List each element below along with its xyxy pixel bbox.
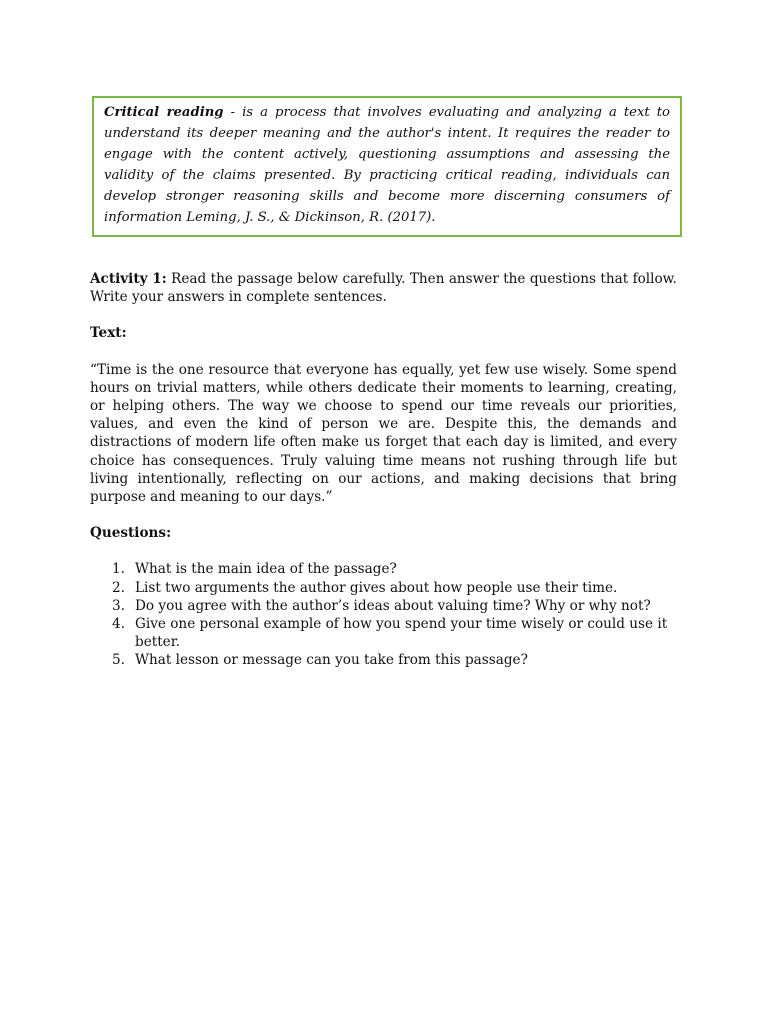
question-item bbox=[90, 597, 677, 615]
question-text: Do you agree with the author’s ideas about valuing time? Why or why not? bbox=[135, 597, 651, 614]
question-number: 3. bbox=[112, 597, 125, 614]
question-text: What lesson or message can you take from this passage? bbox=[135, 652, 528, 669]
question-number: 5. bbox=[112, 652, 125, 669]
definition-term: Critical reading bbox=[104, 105, 224, 120]
text-heading: Text: bbox=[90, 325, 127, 342]
question-number: 1. bbox=[112, 561, 125, 578]
question-list bbox=[90, 560, 677, 669]
spacer bbox=[90, 506, 677, 524]
question-item bbox=[90, 579, 677, 597]
question-number: 4. bbox=[112, 616, 125, 633]
spacer bbox=[90, 343, 677, 361]
questions-heading: Questions: bbox=[90, 525, 172, 542]
spacer bbox=[90, 542, 677, 560]
activity-instructions bbox=[90, 270, 677, 306]
question-item bbox=[90, 651, 677, 669]
activity-instructions-text: Read the passage below carefully. Then answer the questions that follow. Write your answers in complete sentences. bbox=[90, 271, 678, 306]
spacer bbox=[90, 306, 677, 324]
activity-label: Activity 1: bbox=[90, 271, 167, 287]
passage-text: “Time is the one resource that everyone has equally, yet few use wisely. Some spend hours on trivial matters, while others dedicate their moments to learning, creating, or helping others. The way we choose to spend our time reveals our priorities, values, and even the kind of person we are. Despite this, the demands and distractions of modern life often make us forget that each day is limited, and every choice has consequences. Truly valuing time means not rushing through life but living intentionally, reflecting on our actions, and making decisions that bring purpose and meaning to our days.” bbox=[90, 361, 677, 506]
question-number: 2. bbox=[112, 579, 125, 596]
question-text: List two arguments the author gives about how people use their time. bbox=[135, 579, 618, 596]
question-item bbox=[90, 615, 677, 651]
definition-box bbox=[92, 96, 682, 237]
question-item bbox=[90, 560, 677, 578]
question-text: Give one personal example of how you spend your time wisely or could use it better. bbox=[135, 616, 668, 651]
question-text: What is the main idea of the passage? bbox=[135, 561, 397, 578]
definition-body: - is a process that involves evaluating and analyzing a text to understand its deeper meaning and the author's intent. It requires the reader to engage with the content actively, questioning assumptions and assessing the validity of the claims presented. By practicing critical reading, individuals can develop stronger reasoning skills and become more discerning consumers of information Leming, J. S., & Dickinson, R. (2017). bbox=[104, 105, 670, 225]
activity-section bbox=[90, 270, 677, 670]
